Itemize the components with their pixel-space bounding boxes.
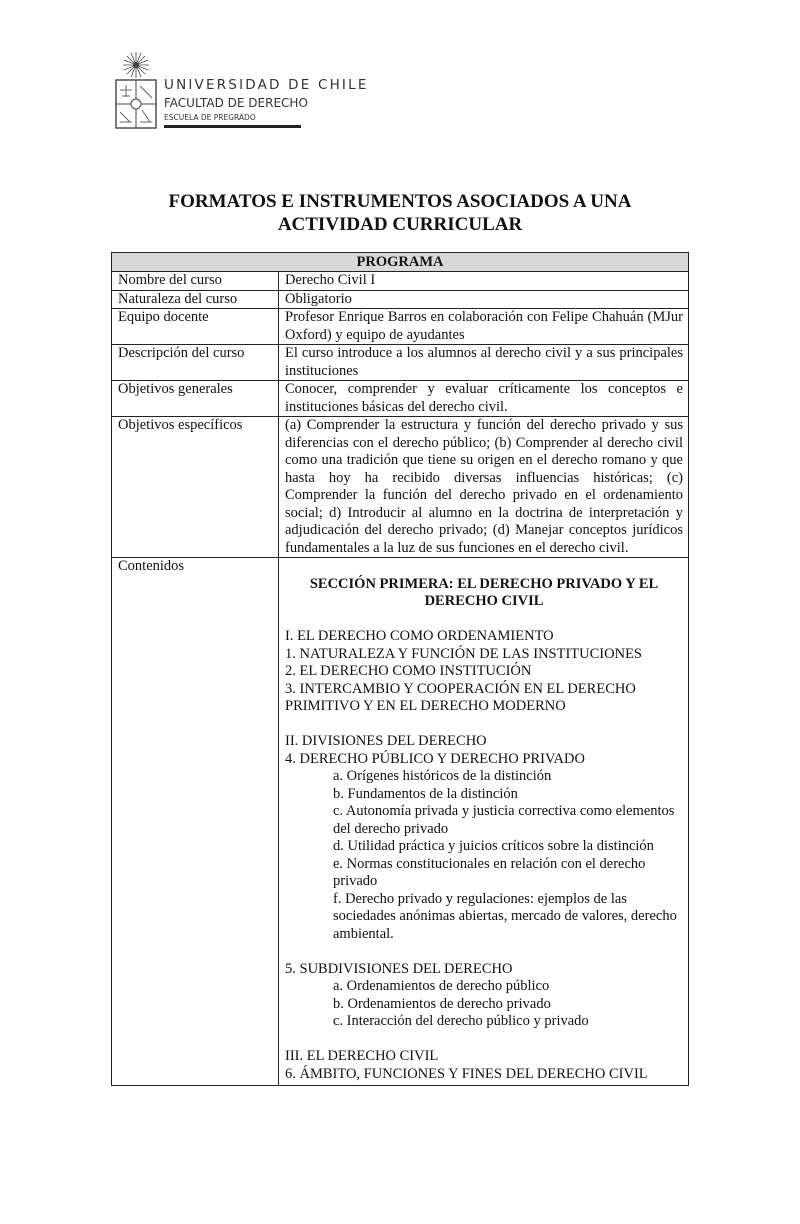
row-label: Objetivos generales	[112, 381, 279, 417]
school-name: ESCUELA DE PREGRADO	[164, 113, 256, 122]
table-row	[112, 417, 689, 558]
university-name: UNIVERSIDAD DE CHILE	[164, 77, 369, 93]
row-label: Naturaleza del curso	[112, 290, 279, 309]
contents-subitem: c. Autonomía privada y justicia correctiva como elementos del derecho privado	[333, 803, 675, 837]
university-crest-icon	[112, 50, 160, 132]
table-row-contents	[112, 558, 689, 1086]
contents-subitem: a. Ordenamientos de derecho público	[333, 978, 550, 994]
contents-subitem: b. Fundamentos de la distinción	[333, 785, 518, 802]
contents-cell	[279, 558, 689, 1086]
row-value: (a) Comprender la estructura y función del derecho privado y sus diferencias con el derecho público; (b) Comprender al derecho civil como una tradición que tiene su origen en el derecho romano y que hasta hoy ha recibido diversas influencias históricas; (c) Comprender la función del derecho privado en el ordenamiento social; d) Introducir al alumno en la doctrina de interpretación y adjudicación del derecho privado; (d) Manejar conceptos jurídicos fundamentales a la luz de sus funciones en el derecho civil.	[279, 417, 689, 558]
row-value: Derecho Civil I	[279, 272, 689, 291]
row-value: Obligatorio	[279, 290, 689, 309]
table-row	[112, 272, 689, 291]
contents-item: II. DIVISIONES DEL DERECHO	[285, 733, 487, 749]
row-value: Profesor Enrique Barros en colaboración con Felipe Chahuán (MJur Oxford) y equipo de ayudantes	[279, 309, 689, 345]
contents-item	[285, 943, 683, 961]
faculty-name: FACULTAD DE DERECHO	[164, 96, 308, 110]
row-label: Contenidos	[112, 558, 279, 1086]
page-title	[0, 190, 800, 236]
table-row	[112, 290, 689, 309]
contents-subitem: e. Normas constitucionales en relación con el derecho privado	[333, 855, 646, 889]
table-row	[112, 381, 689, 417]
section-heading: SECCIÓN PRIMERA: EL DERECHO PRIVADO Y EL DERECHO CIVIL	[309, 575, 659, 609]
row-value: El curso introduce a los alumnos al derecho civil y a sus principales instituciones	[279, 345, 689, 381]
contents-item	[285, 558, 683, 576]
title-line: ACTIVIDAD CURRICULAR	[277, 214, 523, 235]
row-label: Equipo docente	[112, 309, 279, 345]
contents-item: III. EL DERECHO CIVIL	[285, 1048, 439, 1064]
contents-item	[285, 1031, 683, 1049]
title-line: FORMATOS E INSTRUMENTOS ASOCIADOS A UNA	[168, 191, 632, 212]
contents-item: 3. INTERCAMBIO Y COOPERACIÓN EN EL DERECHO PRIMITIVO Y EN EL DERECHO MODERNO	[285, 680, 636, 714]
divider	[164, 125, 301, 128]
program-table	[111, 252, 689, 1086]
contents-item: 4. DERECHO PÚBLICO Y DERECHO PRIVADO	[285, 750, 585, 767]
contents-subitem: a. Orígenes históricos de la distinción	[333, 768, 552, 784]
contents-item	[285, 716, 683, 734]
table-row	[112, 345, 689, 381]
contents-item	[285, 611, 683, 629]
contents-item: 1. NATURALEZA Y FUNCIÓN DE LAS INSTITUCIONES	[285, 645, 642, 662]
contents-item: 5. SUBDIVISIONES DEL DERECHO	[285, 960, 513, 977]
contents-item: I. EL DERECHO COMO ORDENAMIENTO	[285, 628, 554, 644]
table-row	[112, 309, 689, 345]
contents-subitem: b. Ordenamientos de derecho privado	[333, 995, 551, 1012]
row-label: Objetivos específicos	[112, 417, 279, 558]
contents-subitem: d. Utilidad práctica y juicios críticos sobre la distinción	[333, 838, 654, 854]
row-label: Descripción del curso	[112, 345, 279, 381]
contents-item: 2. EL DERECHO COMO INSTITUCIÓN	[285, 663, 532, 679]
contents-subitem: f. Derecho privado y regulaciones: ejemplos de las sociedades anónimas abiertas, mercado de valores, derecho ambiental.	[333, 890, 677, 942]
contents-item: 6. ÁMBITO, FUNCIONES Y FINES DEL DERECHO CIVIL	[285, 1065, 648, 1082]
table-header: PROGRAMA	[112, 253, 689, 272]
contents-subitem: c. Interacción del derecho público y privado	[333, 1013, 589, 1029]
row-value: Conocer, comprender y evaluar críticamente los conceptos e instituciones básicas del derecho civil.	[279, 381, 689, 417]
row-label: Nombre del curso	[112, 272, 279, 291]
